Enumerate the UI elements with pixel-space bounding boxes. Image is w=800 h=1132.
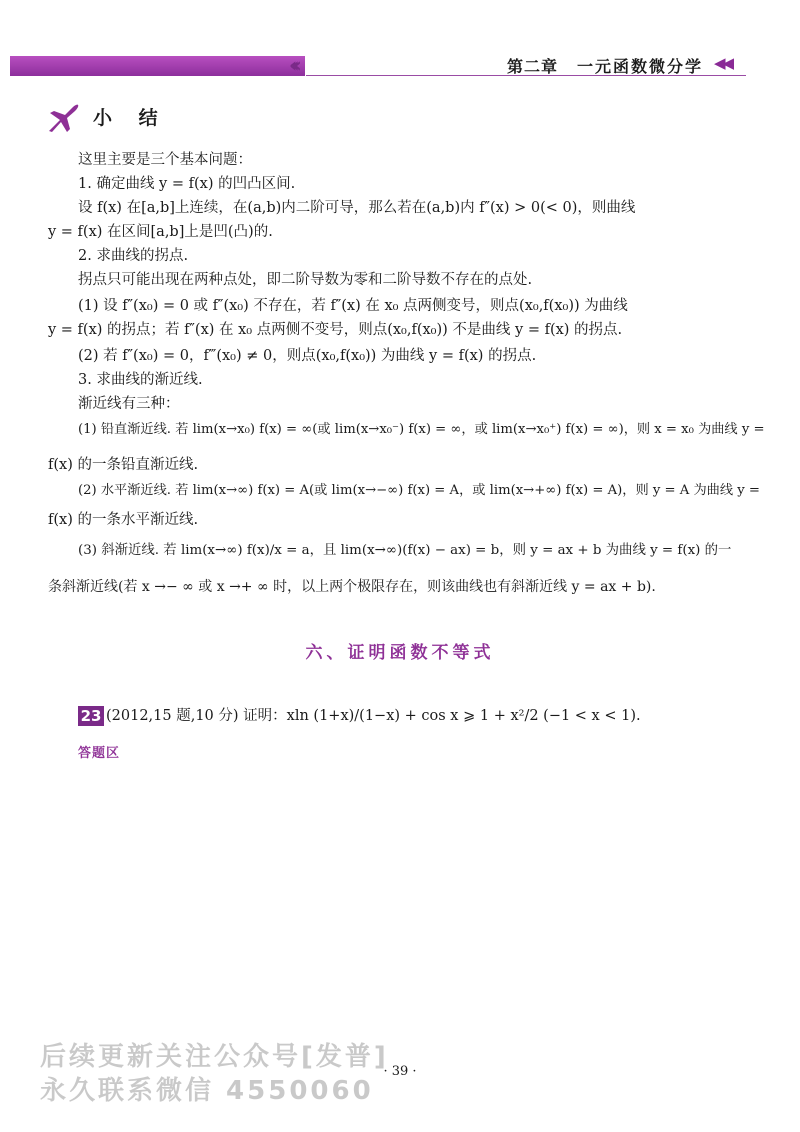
chapter-title: 一元函数微分学	[577, 57, 704, 76]
body-line: 条斜渐近线(若 x →− ∞ 或 x →+ ∞ 时，以上两个极限存在，则该曲线也有斜渐近线 y = ax + b).	[48, 579, 656, 595]
header-band	[10, 56, 305, 76]
body-line: y = f(x) 在区间[a,b]上是凹(凸)的.	[48, 224, 273, 240]
chapter-label: 第二章	[507, 57, 559, 76]
watermark-line: 永久联系微信 4550060	[40, 1076, 374, 1106]
body-line: 渐近线有三种：	[78, 396, 180, 412]
body-line: 3. 求曲线的渐近线.	[78, 372, 203, 388]
body-line: 1. 确定曲线 y = f(x) 的凹凸区间.	[78, 176, 296, 192]
body-line: y = f(x) 的拐点；若 f″(x) 在 x₀ 点两侧不变号，则点(x₀,f(x₀)) 不是曲线 y = f(x) 的拐点.	[48, 322, 623, 338]
answer-area-label: 答题区	[78, 746, 121, 761]
section-title: 小 结	[93, 107, 168, 129]
sub-heading: 六、证明函数不等式	[305, 643, 495, 663]
chevron-left-icon: ‹‹‹	[289, 53, 296, 77]
page-number: · 39 ·	[383, 1064, 417, 1079]
airplane-icon	[46, 101, 80, 135]
body-line: (3) 斜渐近线. 若 lim(x→∞) f(x)/x = a，且 lim(x→∞)(f(x) − ax) = b，则 y = ax + b 为曲线 y = f(x) 的一	[78, 543, 732, 558]
triangle-left-icon: ◀◀	[714, 54, 732, 72]
body-line: 这里主要是三个基本问题：	[78, 152, 252, 168]
body-line: (1) 设 f″(x₀) = 0 或 f″(x₀) 不存在，若 f″(x) 在 x₀ 点两侧变号，则点(x₀,f(x₀)) 为曲线	[78, 298, 628, 314]
watermark-line: 后续更新关注公众号[发普]	[40, 1042, 389, 1072]
body-line: f(x) 的一条铅直渐近线.	[48, 457, 199, 473]
body-line: f(x) 的一条水平渐近线.	[48, 512, 199, 528]
body-line: 2. 求曲线的拐点.	[78, 248, 189, 264]
body-line: (2) 水平渐近线. 若 lim(x→∞) f(x) = A(或 lim(x→−∞) f(x) = A，或 lim(x→+∞) f(x) = A)，则 y = A 为曲线 y =	[78, 483, 760, 498]
question-text: (2012,15 题,10 分) 证明：xln (1+x)/(1−x) + cos x ⩾ 1 + x²/2 (−1 < x < 1).	[106, 708, 641, 724]
body-line: 拐点只可能出现在两种点处，即二阶导数为零和二阶导数不存在的点处.	[78, 272, 533, 288]
page-header	[10, 52, 738, 78]
question-number: 23	[78, 706, 104, 726]
body-line: (1) 铅直渐近线. 若 lim(x→x₀) f(x) = ∞(或 lim(x→x₀⁻) f(x) = ∞，或 lim(x→x₀⁺) f(x) = ∞)，则 x = x₀ 为曲线 y =	[78, 422, 765, 437]
body-line: (2) 若 f″(x₀) = 0，f‴(x₀) ≠ 0，则点(x₀,f(x₀)) 为曲线 y = f(x) 的拐点.	[78, 348, 537, 364]
body-line: 设 f(x) 在[a,b]上连续，在(a,b)内二阶可导，那么若在(a,b)内 f″(x) > 0(< 0)，则曲线	[78, 200, 636, 216]
